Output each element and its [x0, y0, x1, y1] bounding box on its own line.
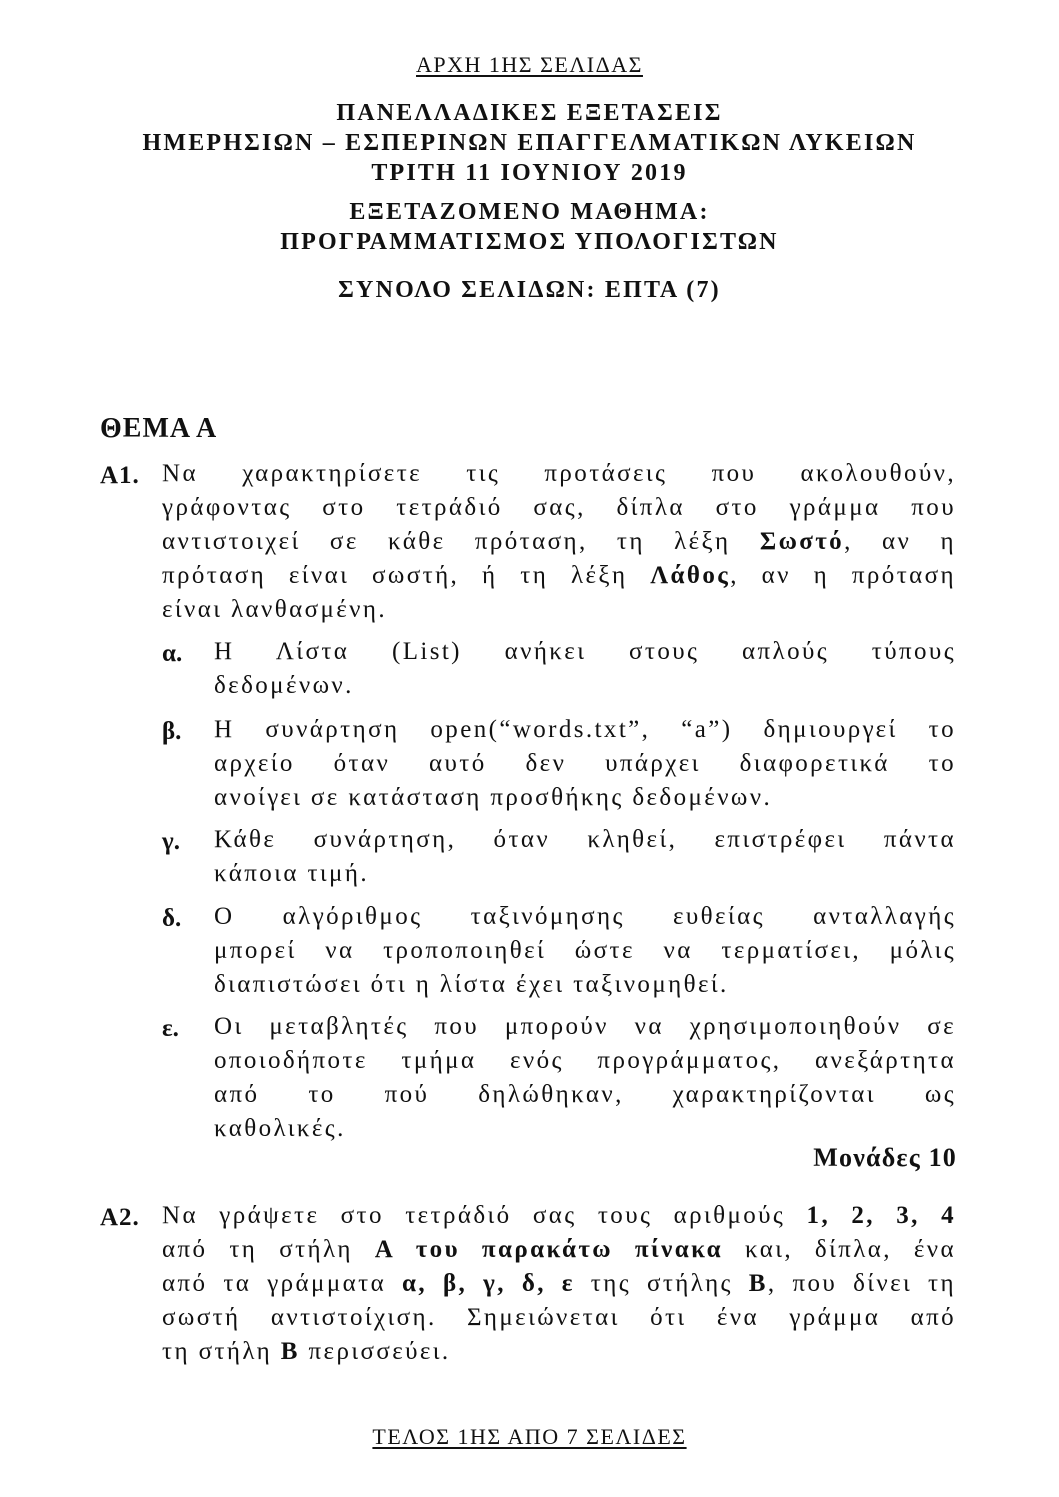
question-a1-number: Α1. [100, 462, 140, 489]
question-a1-text: Να χαρακτηρίσετε τις προτάσεις που ακολουθούν, γράφοντας στο τετράδιό σας, δίπλα στο γράμμα που αντιστοιχεί σε κάθε πρόταση, τη λέξη Σωστό, αν η πρόταση είναι σωστή, ή τη λέξη Λάθος, αν η πρόταση είναι λανθασμένη. [162, 460, 957, 623]
item-label-b: β. [162, 718, 182, 745]
list-item: Η Λίστα (List) ανήκει στους απλούς τύπους δεδομένων. [214, 638, 956, 699]
item-label-a: α. [162, 640, 183, 667]
list-item: Ο αλγόριθμος ταξινόμησης ευθείας ανταλλαγής μπορεί να τροποποιηθεί ώστε να τερματίσει, μόλις διαπιστώσει ότι η λίστα έχει ταξινομηθεί. [214, 903, 956, 998]
theme-title: ΘΕΜΑ Α [100, 413, 218, 444]
exam-subject: ΕΞΕΤΑΖΟΜΕΝΟ ΜΑΘΗΜΑ: ΠΡΟΓΡΑΜΜΑΤΙΣΜΟΣ ΥΠΟΛΟΓΙΣΤΩΝ [280, 199, 779, 255]
list-item: Η συνάρτηση open(“words.txt”, “a”) δημιουργεί το αρχείο όταν αυτό δεν υπάρχει διαφορετικά το ανοίγει σε κατάσταση προσθήκης δεδομένων. [214, 716, 956, 811]
page-end-marker: ΤΕΛΟΣ 1ΗΣ ΑΠΟ 7 ΣΕΛΙΔΕΣ [372, 1424, 687, 1449]
item-label-d: δ. [162, 905, 182, 932]
question-a2-text: Να γράψετε στο τετράδιό σας τους αριθμούς 1, 2, 3, 4 από τη στήλη Α του παρακάτω πίνακα και, δίπλα, ένα από τα γράμματα α, β, γ, δ, ε της στήλης Β, που δίνει τη σωστή αντιστοίχιση. Σημειώνεται ότι ένα γράμμα από τη στήλη Β περισσεύει. [162, 1202, 957, 1365]
question-a2-number: Α2. [100, 1204, 140, 1231]
total-pages: ΣΥΝΟΛΟ ΣΕΛΙΔΩΝ: ΕΠΤΑ (7) [338, 277, 721, 303]
list-item: Κάθε συνάρτηση, όταν κληθεί, επιστρέφει πάντα κάποια τιμή. [214, 826, 956, 887]
list-item: Οι μεταβλητές που μπορούν να χρησιμοποιηθούν σε οποιοδήποτε τμήμα ενός προγράμματος, ανεξάρτητα από το πού δηλώθηκαν, χαρακτηρίζονται ως καθολικές. [214, 1013, 956, 1142]
points-label: Μονάδες 10 [813, 1143, 957, 1172]
exam-title: ΠΑΝΕΛΛΑΔΙΚΕΣ ΕΞΕΤΑΣΕΙΣ ΗΜΕΡΗΣΙΩΝ – ΕΣΠΕΡΙΝΩΝ ΕΠΑΓΓΕΛΜΑΤΙΚΩΝ ΛΥΚΕΙΩΝ ΤΡΙΤΗ 11 ΙΟΥΝΙΟΥ 2019 [142, 100, 917, 186]
item-label-c: γ. [162, 828, 180, 855]
page-start-marker: ΑΡΧΗ 1ΗΣ ΣΕΛΙΔΑΣ [416, 52, 643, 77]
item-label-e: ε. [162, 1015, 179, 1042]
